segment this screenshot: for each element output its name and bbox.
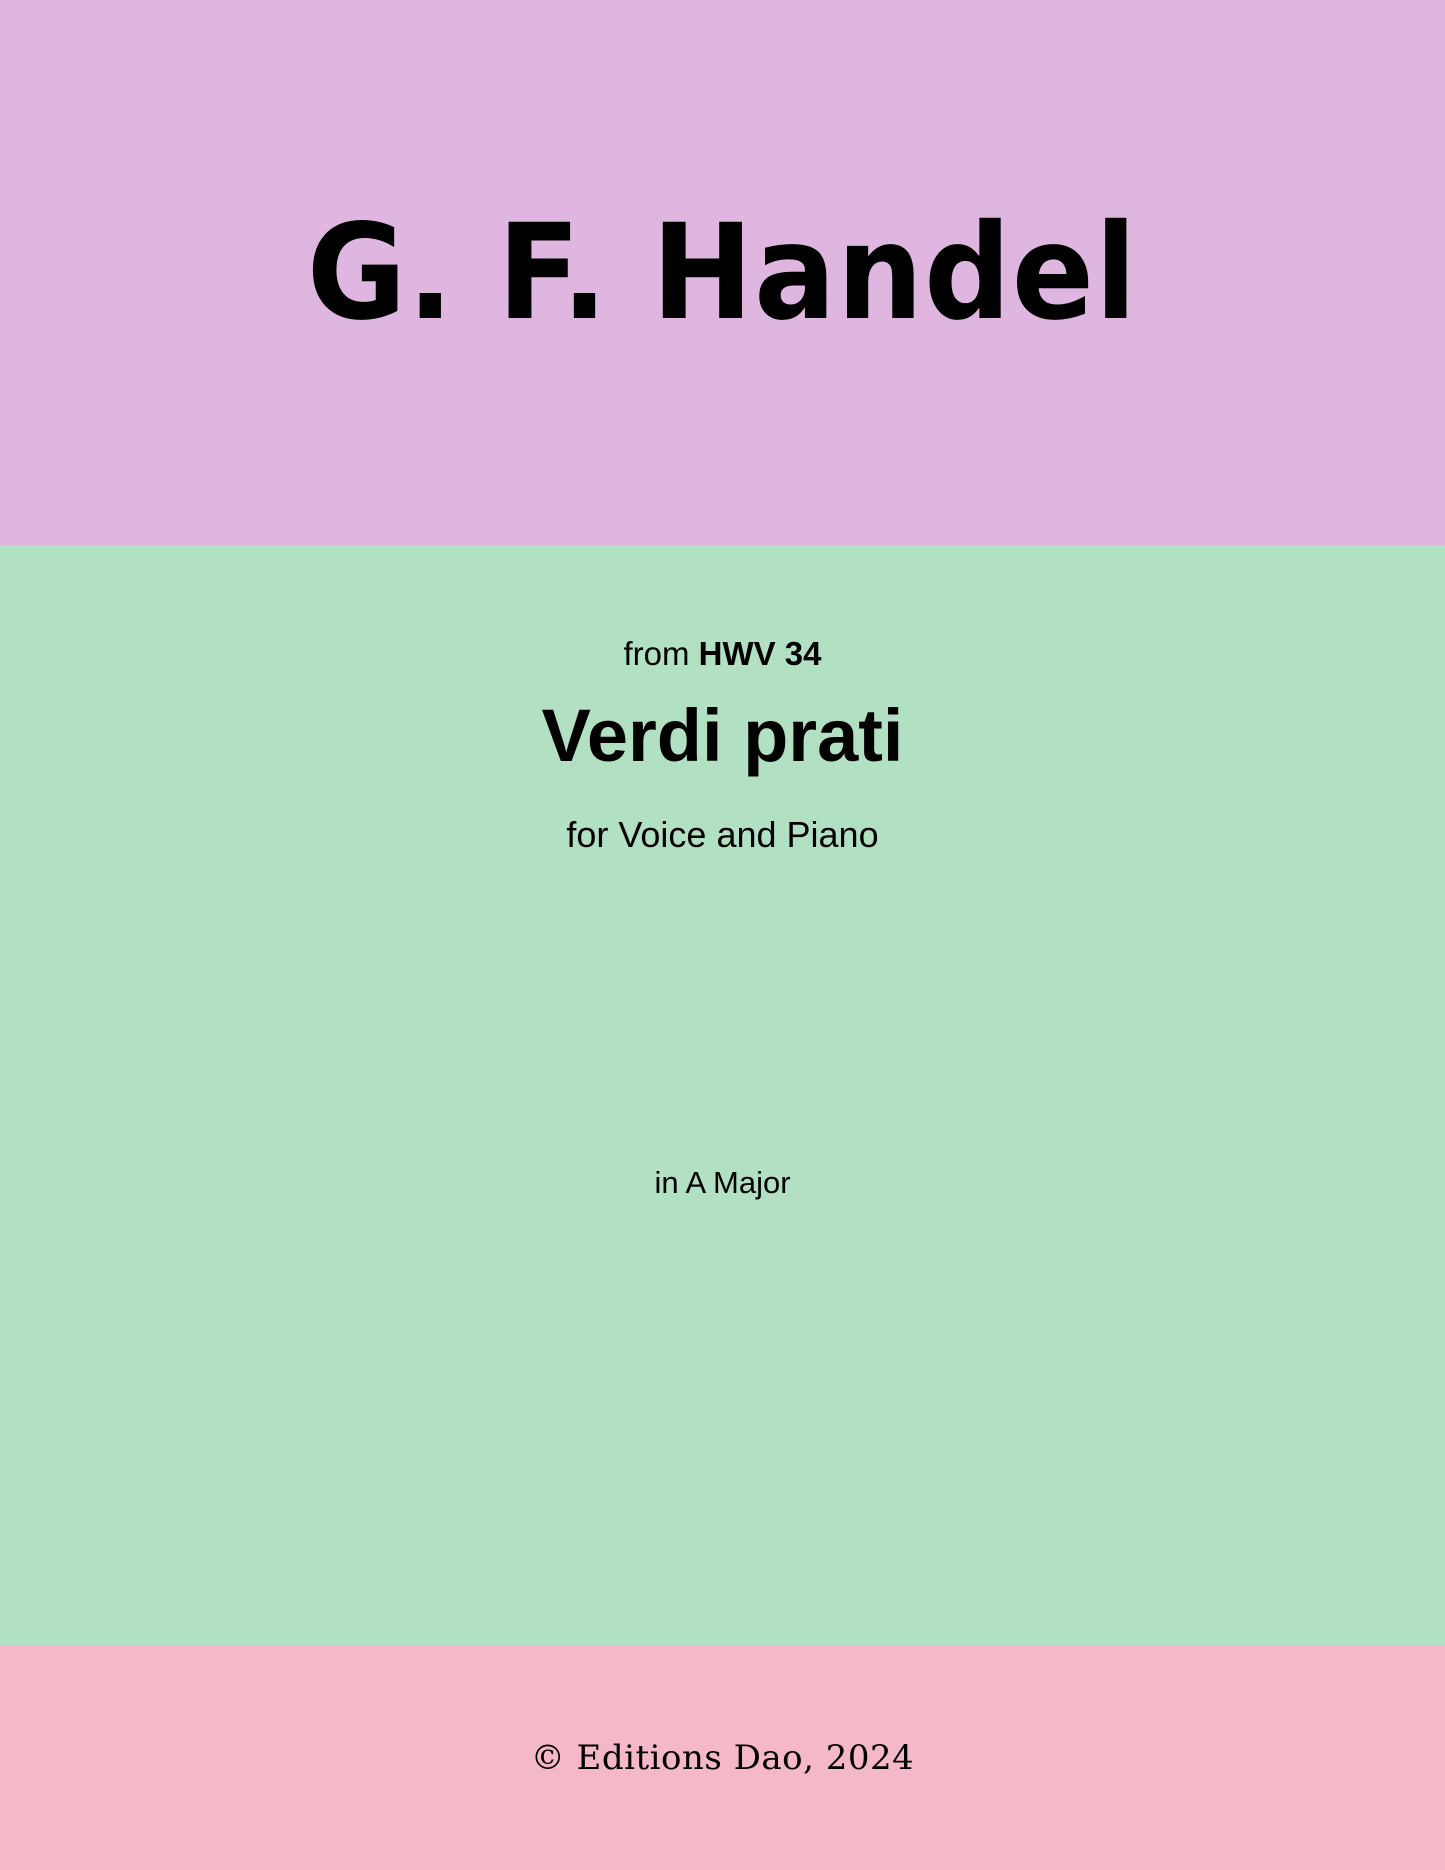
composer-name: G. F. Handel (307, 195, 1138, 350)
key-signature-label: in A Major (654, 1165, 791, 1200)
source-work-line (623, 635, 821, 673)
from-label: from (623, 635, 690, 672)
title-band (0, 545, 1445, 1645)
publisher-credit: © Editions Dao, 2024 (530, 1737, 915, 1778)
footer-band (0, 1645, 1445, 1870)
instrumentation-label: for Voice and Piano (566, 814, 879, 856)
page-title: Verdi prati (541, 694, 904, 777)
composer-band (0, 0, 1445, 545)
catalog-number: HWV 34 (698, 635, 822, 672)
